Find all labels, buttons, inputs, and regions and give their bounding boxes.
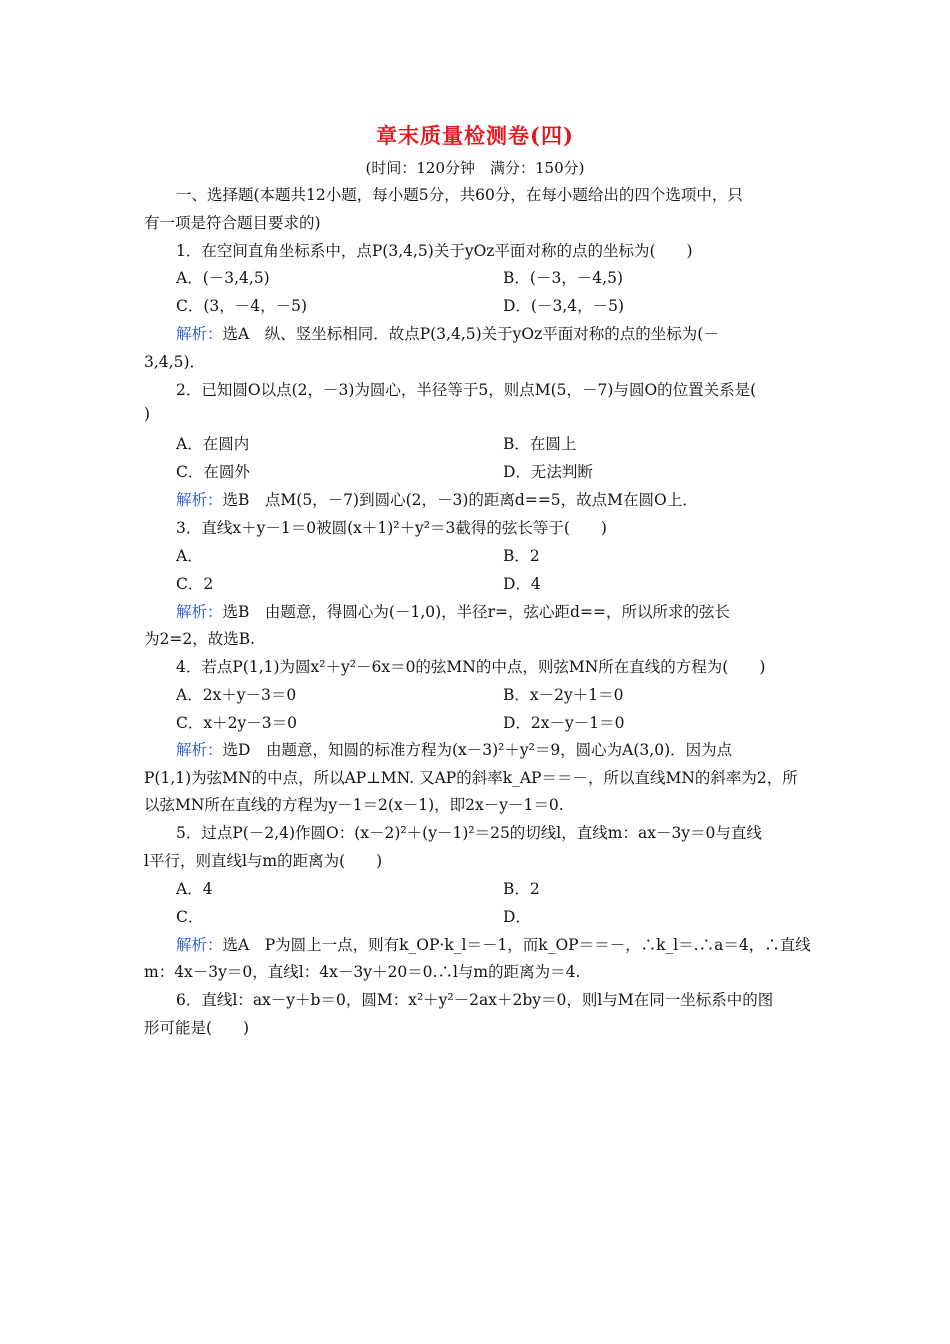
option-c: C． [176,908,204,926]
question-stem: 1．在空间直角坐标系中，点P(3,4,5)关于yOz平面对称的点的坐标为( ) [176,242,693,260]
solution-label: 解析： [176,603,223,621]
section-intro: 有一项是符合题目要求的) [144,214,321,232]
option-b: B．(－3，－4,5) [503,269,623,287]
solution-text: 为2=2，故选B. [144,630,256,648]
option-a: A． [176,547,203,565]
option-d: D．2x－y－1＝0 [503,714,625,732]
solution [176,933,811,955]
solution-text: 选D 由题意，知圆的标准方程为(x－3)²＋y²＝9，圆心为A(3,0)．因为点 [222,741,733,759]
solution-text: 选B 点M(5，－7)到圆心(2，－3)的距离d==5，故点M在圆O上． [222,491,698,509]
solution-text: 选A 纵、竖坐标相同．故点P(3,4,5)关于yOz平面对称的点的坐标为(－ [222,325,719,343]
solution-text: P(1,1)为弦MN的中点，所以AP⊥MN. 又AP的斜率k_AP＝＝－，所以直线MN的斜率为2，所 [144,769,798,787]
question-stem: l平行，则直线l与m的距离为( ) [144,852,383,870]
option-a: A．(－3,4,5) [176,269,270,287]
option-c: C．x＋2y－3＝0 [176,714,297,732]
section-intro: 一、选择题(本题共12小题，每小题5分，共60分，在每小题给出的四个选项中，只 [176,186,743,204]
option-b: B．2 [503,880,540,898]
option-b: B．2 [503,547,540,565]
question-stem: 3．直线x＋y－1＝0被圆(x＋1)²＋y²＝3截得的弦长等于( ) [176,519,607,537]
option-c: C．(3，－4，－5) [176,297,308,315]
solution [176,488,698,510]
question-stem: ) [144,405,151,423]
solution-text: 选B 由题意，得圆心为(－1,0)，半径r=，弦心距d==，所以所求的弦长 [222,603,730,621]
solution [176,322,719,344]
exam-info: (时间：120分钟 满分：150分) [365,159,585,177]
solution-text: 选A P为圆上一点，则有k_OP·k_l＝－1，而k_OP＝＝－，∴k_l＝.∴a＝4，∴直线 [222,936,811,954]
solution-text: 以弦MN所在直线的方程为y－1＝2(x－1)，即2x－y－1＝0. [144,796,564,814]
option-c: C．2 [176,575,214,593]
solution [176,600,730,622]
solution-label: 解析： [176,741,223,759]
question-stem: 6．直线l：ax－y＋b＝0，圆M：x²＋y²－2ax＋2by＝0，则l与M在同一坐标系中的图 [176,991,774,1009]
option-d: D．(－3,4，－5) [503,297,625,315]
question-stem: 5．过点P(－2,4)作圆O：(x－2)²＋(y－1)²＝25的切线l，直线m：ax－3y＝0与直线 [176,824,762,842]
question-stem: 2．已知圆O以点(2，－3)为圆心，半径等于5，则点M(5，－7)与圆O的位置关系是( [176,381,757,399]
option-a: A．2x＋y－3＝0 [176,686,297,704]
solution-text: 3,4,5)． [144,353,205,371]
option-b: B．在圆上 [503,435,577,453]
option-c: C．在圆外 [176,463,250,481]
option-a: A．在圆内 [176,435,250,453]
solution-label: 解析： [176,936,223,954]
page-title: 章末质量检测卷(四) [376,123,574,148]
option-d: D．无法判断 [503,463,593,481]
question-stem: 形可能是( ) [144,1019,250,1037]
solution-text: m：4x－3y＝0，直线l：4x－3y＋20＝0.∴l与m的距离为＝4. [144,963,581,981]
option-a: A．4 [176,880,213,898]
option-b: B．x－2y＋1＝0 [503,686,624,704]
solution-label: 解析： [176,491,223,509]
solution [176,738,732,760]
option-d: D．4 [503,575,541,593]
solution-label: 解析： [176,325,223,343]
option-d: D． [503,908,531,926]
question-stem: 4．若点P(1,1)为圆x²＋y²－6x＝0的弦MN的中点，则弦MN所在直线的方程为( ) [176,658,766,676]
